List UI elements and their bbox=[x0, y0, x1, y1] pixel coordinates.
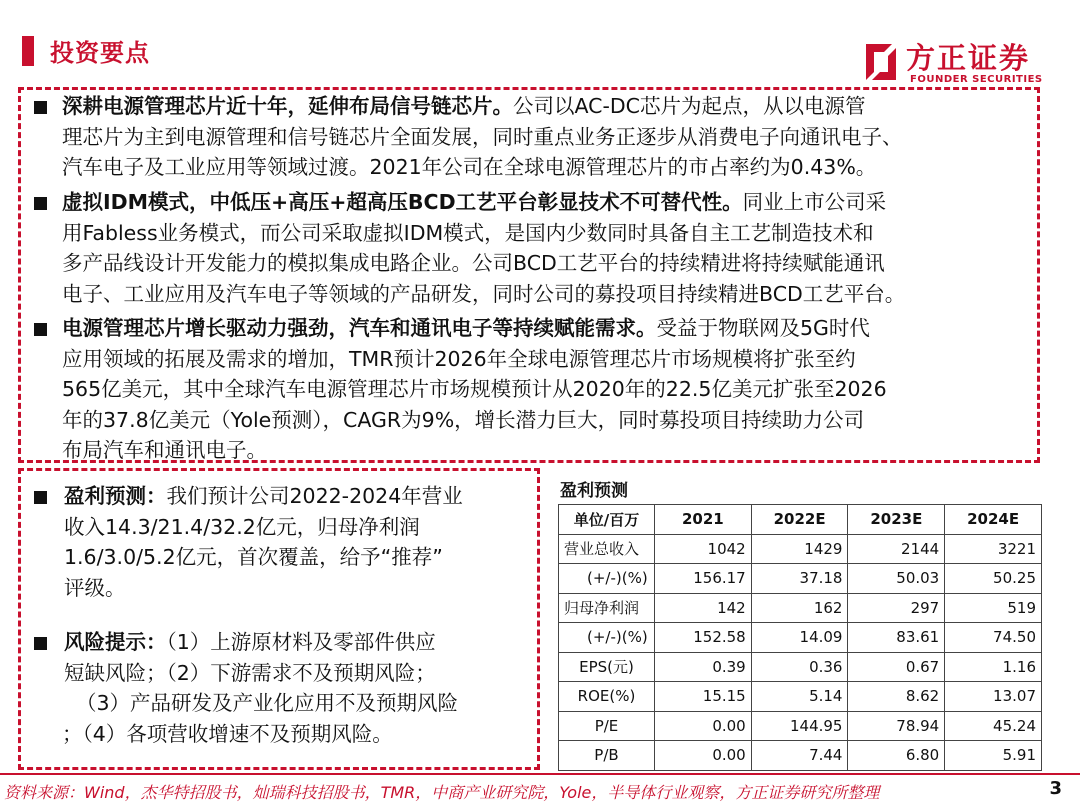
footer-divider bbox=[0, 773, 1080, 775]
table-cell: 144.95 bbox=[751, 711, 848, 741]
point-3-line: 应用领域的拓展及需求的增加，TMR预计2026年全球电源管理芯片市场规模将扩张至约 bbox=[62, 346, 856, 371]
row-label: P/E bbox=[559, 711, 655, 741]
point-2-line: 用Fabless业务模式，而公司采取虚拟IDM模式，是国内少数同时具备自主工艺制造技术和 bbox=[62, 220, 874, 245]
point-3 bbox=[62, 313, 887, 466]
table-cell: 152.58 bbox=[654, 623, 751, 653]
point-1-line: 公司以AC-DC芯片为起点，从以电源管 bbox=[513, 94, 866, 118]
table-cell: 0.39 bbox=[654, 652, 751, 682]
point-2-line: 多产品线设计开发能力的模拟集成电路企业。公司BCD工艺平台的持续精进将持续赋能通讯 bbox=[62, 251, 885, 275]
data-source: 资料来源：Wind，杰华特招股书，灿瑞科技招股书，TMR，中商产业研究院，Yole，半导体行业观察，方正证券研究所整理 bbox=[4, 783, 880, 802]
profit-forecast bbox=[64, 481, 534, 603]
row-label: EPS(元) bbox=[559, 652, 655, 682]
table-cell: 162 bbox=[751, 593, 848, 623]
page-number: 3 bbox=[1049, 778, 1062, 799]
table-cell: 7.44 bbox=[751, 741, 848, 771]
table-cell: 1.16 bbox=[945, 652, 1042, 682]
point-2-line: 同业上市公司采 bbox=[742, 190, 887, 214]
page-title: 投资要点 bbox=[50, 39, 150, 67]
row-label: 营业总收入 bbox=[559, 534, 655, 564]
risk-line: 短缺风险；（2）下游需求不及预期风险； bbox=[64, 660, 436, 685]
table-cell: 5.91 bbox=[945, 741, 1042, 771]
table-cell: 13.07 bbox=[945, 682, 1042, 712]
forecast-line: 1.6/3.0/5.2亿元，首次覆盖，给予“推荐” bbox=[64, 545, 443, 569]
point-1 bbox=[62, 91, 903, 183]
table-header-row bbox=[559, 505, 1042, 535]
point-3-line: 565亿美元，其中全球汽车电源管理芯片市场规模预计从2020年的22.5亿美元扩张至2026 bbox=[62, 377, 887, 401]
risk-line: ；（4）各项营收增速不及预期风险。 bbox=[62, 721, 393, 746]
point-2-line: 电子、工业应用及汽车电子等领域的产品研发，同时公司的募投项目持续精进BCD工艺平台。 bbox=[62, 281, 906, 306]
point-2-heading: 虚拟IDM模式，中低压+高压+超高压BCD工艺平台彰显技术不可替代性。 bbox=[62, 190, 743, 214]
risk-line: （1）上游原材料及零部件供应 bbox=[166, 630, 436, 654]
bullet-square bbox=[34, 101, 47, 114]
table-cell: 74.50 bbox=[945, 623, 1042, 653]
point-3-heading: 电源管理芯片增长驱动力强劲，汽车和通讯电子等持续赋能需求。 bbox=[62, 316, 657, 340]
column-header: 2022E bbox=[751, 505, 848, 535]
column-header: 2023E bbox=[848, 505, 945, 535]
bullet-square bbox=[34, 197, 47, 210]
row-label: P/B bbox=[559, 741, 655, 771]
point-1-heading: 深耕电源管理芯片近十年，延伸布局信号链芯片。 bbox=[62, 94, 513, 118]
table-cell: 83.61 bbox=[848, 623, 945, 653]
table-cell: 0.67 bbox=[848, 652, 945, 682]
founder-logo-icon bbox=[862, 40, 900, 84]
table-cell: 50.25 bbox=[945, 564, 1042, 594]
bullet-square bbox=[34, 323, 47, 336]
column-header: 2021 bbox=[654, 505, 751, 535]
table-cell: 0.36 bbox=[751, 652, 848, 682]
forecast-heading: 盈利预测： bbox=[64, 484, 167, 508]
forecast-line: 收入14.3/21.4/32.2亿元，归母净利润 bbox=[64, 514, 420, 539]
table-row bbox=[559, 593, 1042, 623]
row-label: (+/-)(%) bbox=[559, 564, 655, 594]
table-row bbox=[559, 711, 1042, 741]
table-cell: 78.94 bbox=[848, 711, 945, 741]
table-cell: 1429 bbox=[751, 534, 848, 564]
column-header: 2024E bbox=[945, 505, 1042, 535]
risk-line: （3）产品研发及产业化应用不及预期风险 bbox=[76, 691, 459, 715]
row-label: ROE(%) bbox=[559, 682, 655, 712]
table-cell: 142 bbox=[654, 593, 751, 623]
table-cell: 2144 bbox=[848, 534, 945, 564]
table-cell: 6.80 bbox=[848, 741, 945, 771]
table-cell: 15.15 bbox=[654, 682, 751, 712]
risk-warning bbox=[64, 627, 534, 749]
table-row bbox=[559, 682, 1042, 712]
table-cell: 37.18 bbox=[751, 564, 848, 594]
point-2 bbox=[62, 187, 905, 309]
table-cell: 5.14 bbox=[751, 682, 848, 712]
bullet-square bbox=[34, 491, 47, 504]
founder-logo bbox=[862, 36, 1052, 88]
table-cell: 156.17 bbox=[654, 564, 751, 594]
title-accent-bar bbox=[22, 36, 34, 66]
row-label: (+/-)(%) bbox=[559, 623, 655, 653]
row-label: 归母净利润 bbox=[559, 593, 655, 623]
table-cell: 519 bbox=[945, 593, 1042, 623]
point-3-line: 年的37.8亿美元（Yole预测），CAGR为9%，增长潜力巨大，同时募投项目持续助力公司 bbox=[62, 407, 865, 432]
table-row bbox=[559, 623, 1042, 653]
table-title: 盈利预测 bbox=[560, 481, 628, 501]
table-cell: 45.24 bbox=[945, 711, 1042, 741]
table-row bbox=[559, 652, 1042, 682]
table-cell: 1042 bbox=[654, 534, 751, 564]
point-1-line: 汽车电子及工业应用等领域过渡。2021年公司在全球电源管理芯片的市占率约为0.43%。 bbox=[62, 155, 877, 179]
table-cell: 50.03 bbox=[848, 564, 945, 594]
logo-name-cn: 方正证券 bbox=[906, 41, 1031, 75]
forecast-line: 我们预计公司2022-2024年营业 bbox=[166, 484, 463, 508]
table-cell: 297 bbox=[848, 593, 945, 623]
table-cell: 0.00 bbox=[654, 741, 751, 771]
table-cell: 3221 bbox=[945, 534, 1042, 564]
table-cell: 14.09 bbox=[751, 623, 848, 653]
bullet-square bbox=[34, 637, 47, 650]
logo-name-en: FOUNDER SECURITIES bbox=[910, 74, 1043, 85]
table-row bbox=[559, 741, 1042, 771]
table-row bbox=[559, 564, 1042, 594]
risk-heading: 风险提示： bbox=[64, 630, 167, 654]
table-row bbox=[559, 534, 1042, 564]
point-3-line: 布局汽车和通讯电子。 bbox=[62, 438, 267, 462]
profit-forecast-table bbox=[558, 504, 1042, 771]
forecast-line: 评级。 bbox=[64, 575, 126, 600]
table-cell: 8.62 bbox=[848, 682, 945, 712]
table-cell: 0.00 bbox=[654, 711, 751, 741]
column-header: 单位/百万 bbox=[559, 505, 655, 535]
point-1-line: 理芯片为主到电源管理和信号链芯片全面发展，同时重点业务正逐步从消费电子向通讯电子、 bbox=[62, 124, 903, 149]
point-3-line: 受益于物联网及5G时代 bbox=[656, 316, 870, 340]
